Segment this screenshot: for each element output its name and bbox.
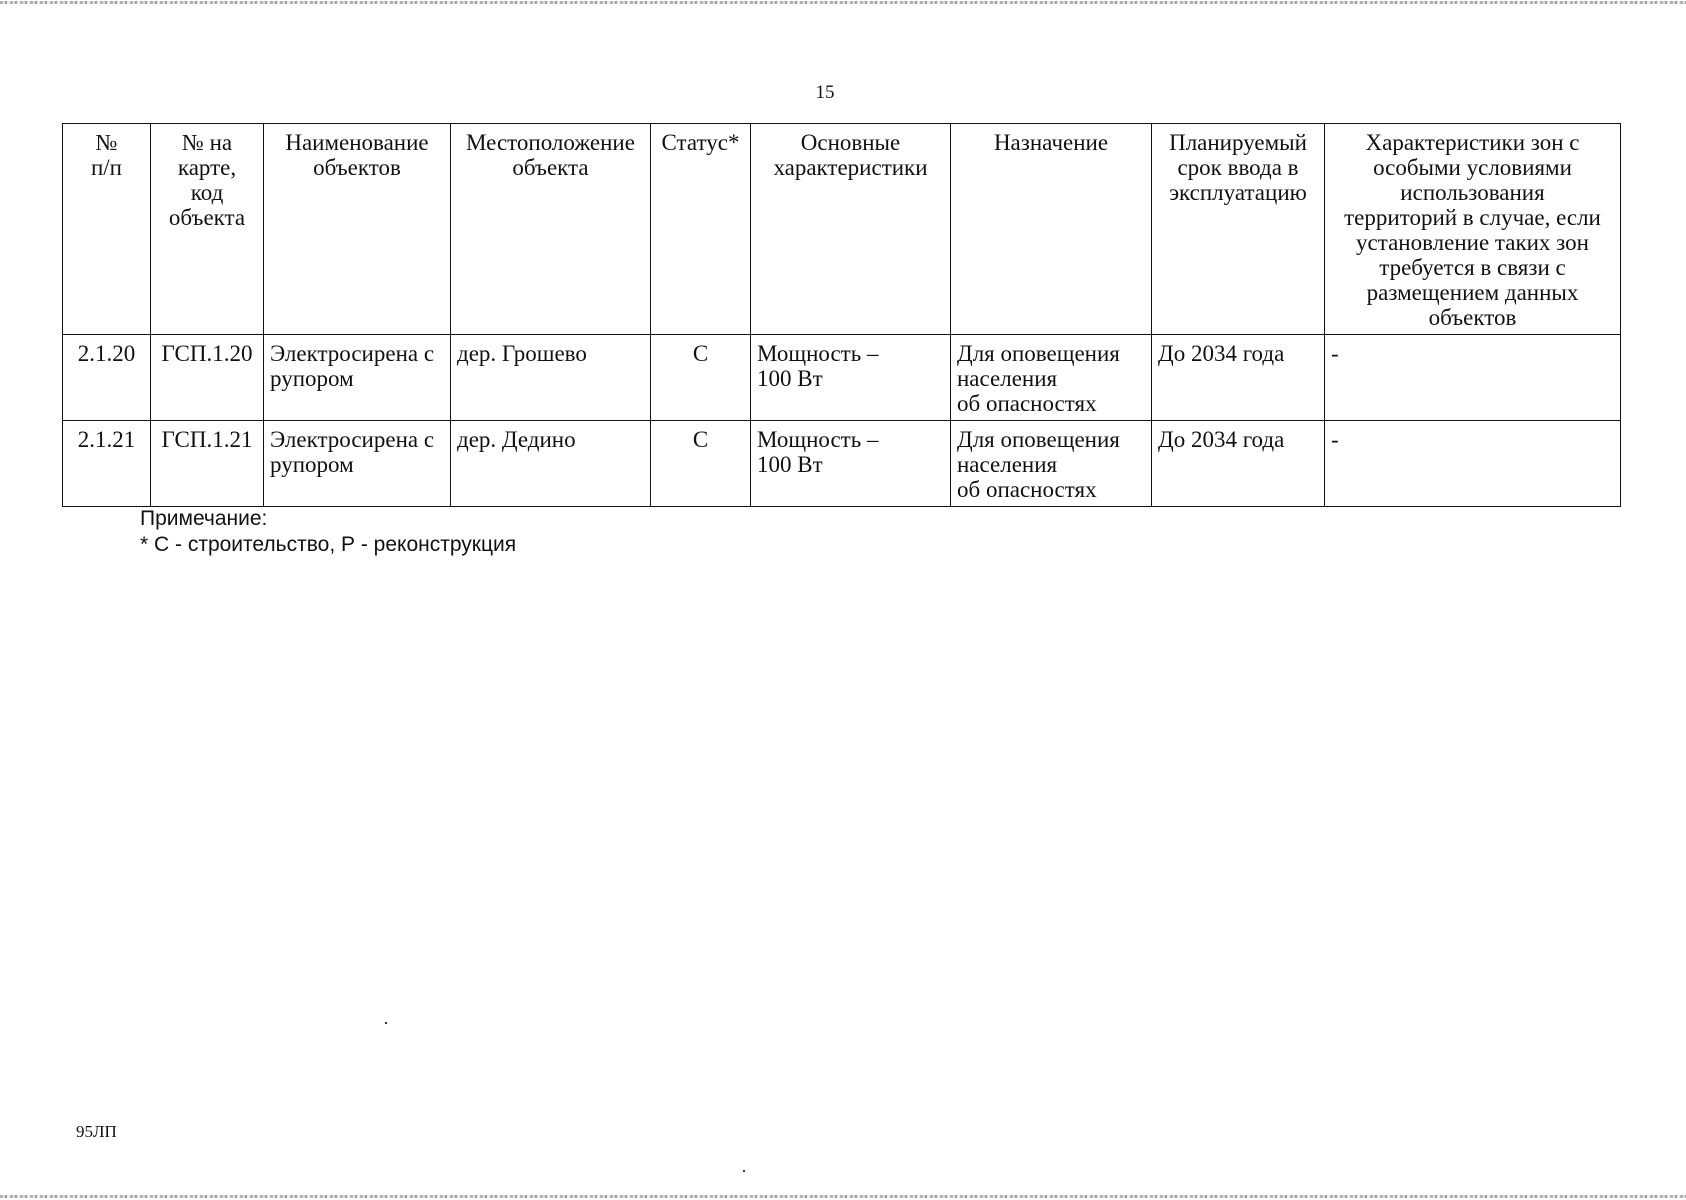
scan-edge-top (0, 1, 1686, 4)
cell-map-code: ГСП.1.20 (151, 335, 264, 421)
cell-location: дер. Дедино (451, 421, 651, 507)
note-label: Примечание: (140, 507, 268, 530)
note-text: * С - строительство, Р - реконструкция (140, 533, 517, 556)
footer-document-code: 95ЛП (76, 1122, 117, 1141)
cell-purpose: Для оповещения населения об опасностях (951, 335, 1152, 421)
header-object-name: Наименование объектов (264, 124, 451, 335)
objects-table (62, 123, 1621, 507)
cell-number: 2.1.20 (63, 335, 151, 421)
scan-speck (385, 1022, 387, 1024)
header-map-code: № на карте, код объекта (151, 124, 264, 335)
cell-status: С (651, 335, 751, 421)
header-purpose: Назначение (951, 124, 1152, 335)
cell-status: С (651, 421, 751, 507)
header-zone-characteristics: Характеристики зон с особыми условиями использования территорий в случае, если установление таких зон требуется в связи с размещением данных объектов (1325, 124, 1621, 335)
cell-zone-characteristics: - (1325, 421, 1621, 507)
scan-speck (743, 1170, 745, 1172)
table-row (63, 335, 1621, 421)
header-characteristics: Основные характеристики (751, 124, 951, 335)
cell-characteristics: Мощность – 100 Вт (751, 335, 951, 421)
header-planned-term: Планируемый срок ввода в эксплуатацию (1152, 124, 1325, 335)
cell-planned-term: До 2034 года (1152, 421, 1325, 507)
header-number: № п/п (63, 124, 151, 335)
cell-number: 2.1.21 (63, 421, 151, 507)
cell-object-name: Электросирена с рупором (264, 421, 451, 507)
cell-planned-term: До 2034 года (1152, 335, 1325, 421)
cell-map-code: ГСП.1.21 (151, 421, 264, 507)
page-number: 15 (815, 82, 835, 103)
cell-purpose: Для оповещения населения об опасностях (951, 421, 1152, 507)
cell-characteristics: Мощность – 100 Вт (751, 421, 951, 507)
cell-object-name: Электросирена с рупором (264, 335, 451, 421)
header-status: Статус* (651, 124, 751, 335)
cell-zone-characteristics: - (1325, 335, 1621, 421)
table-row (63, 421, 1621, 507)
table-header-row (63, 124, 1621, 335)
scan-edge-bottom (0, 1195, 1686, 1198)
header-location: Местоположение объекта (451, 124, 651, 335)
cell-location: дер. Грошево (451, 335, 651, 421)
